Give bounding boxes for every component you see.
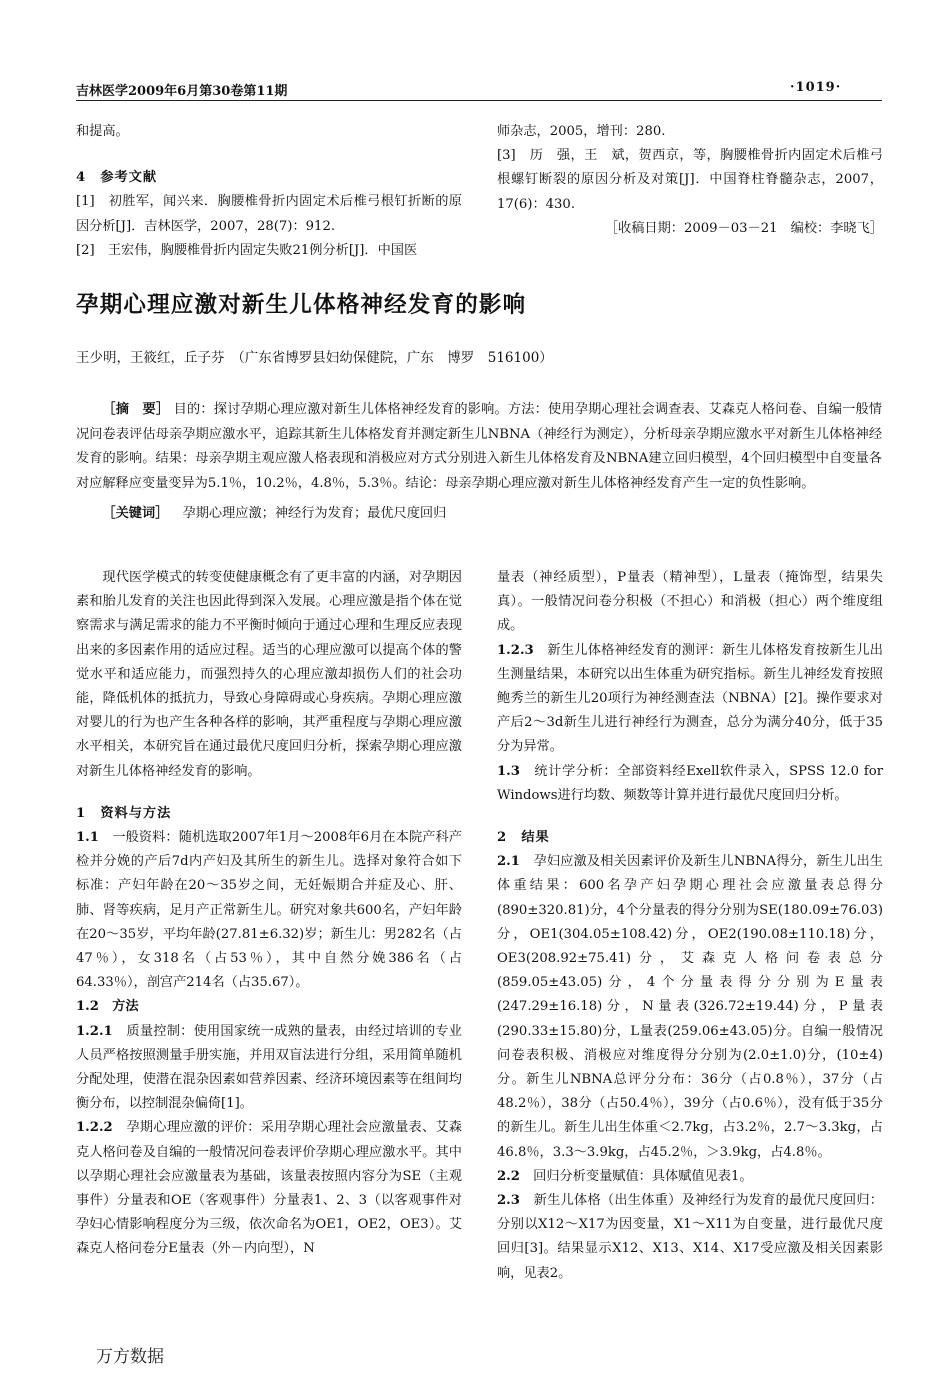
subsection-label: 1.2.3 [497, 642, 534, 658]
paragraph-stress-evaluation: 孕期心理应激的评价：采用孕期心理社会应激量表、艾森克人格问卷及自编的一般情况问卷表评价孕期心理应激水平。其中以孕期心理社会应激量表为基础，该量表按照内容分为SE（主观事件）分量表和OE（客观事件）分量表1、2、3（以客观事件对孕妇心情影响程度分为三级，依次命名为OE1，OE2，OE3）。艾森克人格问卷分E量表（外－内向型），N [76, 1120, 462, 1257]
subsection-label: 2.3 [497, 1193, 520, 1209]
body-left-column [76, 566, 462, 1262]
subsection-methods: 1.2 方法 [76, 999, 139, 1015]
paragraph-neuro-assessment: 新生儿体格神经发育的测评：新生儿体格发育按新生儿出生测量结果，本研究以出生体重为研究指标。新生儿神经发育按照鲍秀兰的新生儿20项行为神经测查法（NBNA）[2]。操作要求对产后2～3d新生儿进行神经行为测查，总分为满分40分，低于35分为异常。 [497, 642, 883, 755]
subsection-label: 1.2.2 [76, 1120, 113, 1136]
wanfang-watermark: 万方数据 [96, 1347, 164, 1367]
abstract-block [76, 398, 882, 527]
subsection-label: 2.1 [497, 854, 520, 870]
subsection-label: 1.3 [497, 763, 520, 779]
paragraph-quality-control: 质量控制：使用国家统一成熟的量表，由经过培训的专业人员严格按照测量手册实施，并用双盲法进行分组，采用简单随机分配处理，使潜在混杂因素如营养因素、经济环境因素等在组间均衡分布，以控制混杂偏倚[1]。 [76, 1023, 462, 1112]
reference-item: [2] 王宏伟，胸腰椎骨折内固定失败21例分析[J]．中国医 [76, 242, 418, 258]
reference-item: 师杂志，2005，增刊：280. [497, 124, 666, 139]
subsection-label: 1.2.1 [76, 1023, 113, 1039]
paragraph-scale-continued: 量表（神经质型），P量表（精神型），L量表（掩饰型，结果失真）。一般情况问卷分积极（不担心）和消极（担心）两个维度组成。 [497, 570, 883, 634]
subsection-label: 1.1 [76, 830, 99, 846]
section-heading-methods: 1 资料与方法 [76, 805, 172, 821]
keywords-text: 孕期心理应激；神经行为发育；最优尺度回归 [182, 506, 447, 521]
paragraph-statistics: 统计学分析：全部资料经Exell软件录入，SPSS 12.0 for Windows进行均数、频数等计算并进行最优尺度回归分析。 [497, 763, 883, 803]
body-right-column [497, 566, 883, 1286]
prev-article-left [76, 120, 462, 263]
paragraph-variable-assignment: 回归分析变量赋值：具体赋值见表1。 [519, 1168, 753, 1184]
prev-article-closing: 和提高。 [76, 124, 129, 139]
paragraph-results-scores: 孕妇应激及相关因素评价及新生儿NBNA得分，新生儿出生体重结果：600名孕产妇孕期心理社会应激量表总得分(890±320.81)分，4个分量表的得分分别为SE(180.09±76.03)分，OE1(304.05±108.42)分，OE2(190.08±110.18)分，OE3(208.92±75.41)分，艾森克人格问卷表总分(859.05±43.05)分，4个分量表得分分别为E量表(247.29±16.18)分，N量表(326.72±19.44)分，P量表(290.33±15.80)分，L量表(259.06±43.05)分。自编一般情况问卷表积极、消极应对维度得分分别为(2.0±1.0)分，(10±4)分。新生儿NBNA总评分分布：36分（占0.8％），37分（占48.2％），38分（占50.4％），39分（占0.6％），没有低于35分的新生儿。新生儿出生体重＜2.7kg，占3.2％，2.7～3.3kg，占46.8％，3.3～3.9kg，占45.2％，＞3.9kg，占4.8％。 [497, 854, 883, 1160]
article-title: 孕期心理应激对新生儿体格神经发育的影响 [76, 292, 527, 318]
paragraph-general-data: 一般资料：随机选取2007年1月～2008年6月在本院产科产检并分娩的产后7d内产妇及其所生的新生儿。选择对象符合如下标准：产妇年龄在20～35岁之间，无妊娠期合并症及心、肝、肺、肾等疾病，足月产正常新生儿。研究对象共600名，产妇年龄在20～35岁，平均年龄(27.81±6.32)岁；新生儿：男282名（占47％），女318名（占53％），其中自然分娩386名（占64.33％），剖宫产214名（占35.67）。 [76, 830, 462, 991]
section-heading-results: 2 结果 [497, 830, 550, 846]
reference-item: [3] 历 强，王 斌，贺西京，等，胸腰椎骨折内固定术后椎弓根螺钉断裂的原因分析及对策[J]．中国脊柱脊髓杂志，2007，17(6)：430. [497, 148, 883, 212]
article-authors: 王少明，王筱红，丘子芬 （广东省博罗县妇幼保健院，广东 博罗 516100） [76, 350, 553, 366]
references-heading: 4 参考文献 [76, 170, 158, 186]
page-number: ·1019· [790, 80, 842, 95]
intro-paragraph: 现代医学模式的转变使健康概念有了更丰富的内涵，对孕期因素和胎儿发育的关注也因此得到深入发展。心理应激是指个体在觉察需求与满足需求的能力不平衡时倾向于通过心理和生理反应表现出来的多因素作用的适应过程。适当的心理应激可以提高个体的警觉水平和适应能力，而强烈持久的心理应激却损伤人们的社会功能，降低机体的抵抗力，导致心身障碍或心身疾病。孕期心理应激对婴儿的行为也产生各种各样的影响，其严重程度与孕期心理应激水平相关，本研究旨在通过最优尺度回归分析，探索孕期心理应激对新生儿体格神经发育的影响。 [76, 570, 462, 779]
abstract-label: ［摘 要］ [102, 402, 170, 417]
abstract-text: 目的：探讨孕期心理应激对新生儿体格神经发育的影响。方法：使用孕期心理社会调查表、艾森克人格问卷、自编一般情况问卷表评估母亲孕期应激水平，追踪其新生儿体格发育并测定新生儿NBNA（神经行为测定），分析母亲孕期应激水平对新生儿体格神经发育的影响。结果：母亲孕期主观应激人格表现和消极应对方式分别进入新生儿体格发育及NBNA建立回归模型，4个回归模型中自变量各对应解释应变量变异为5.1％，10.2％，4.8％，5.3％。结论：母亲孕期心理应激对新生儿体格神经发育产生一定的负性影响。 [76, 402, 882, 491]
header-rule [76, 100, 882, 101]
paragraph-regression: 新生儿体格（出生体重）及神经行为发育的最优尺度回归：分别以X12～X17为因变量，X1～X11为自变量，进行最优尺度回归[3]。结果显示X12、X13、X14、X17受应激及相关因素影响，见表2。 [497, 1193, 883, 1281]
subsection-label: 2.2 [497, 1168, 520, 1184]
keywords-label: ［关键词］ [102, 506, 169, 521]
prev-article-right [497, 120, 883, 241]
reference-item: [1] 初胜军，闻兴来．胸腰椎骨折内固定术后椎弓根钉折断的原因分析[J]．吉林医学，2007，28(7)：912. [76, 194, 462, 234]
received-date: ［收稿日期：2009－03－21 编校：李晓飞］ [604, 220, 883, 236]
journal-header: 吉林医学2009年6月第30卷第11期 [76, 84, 288, 99]
